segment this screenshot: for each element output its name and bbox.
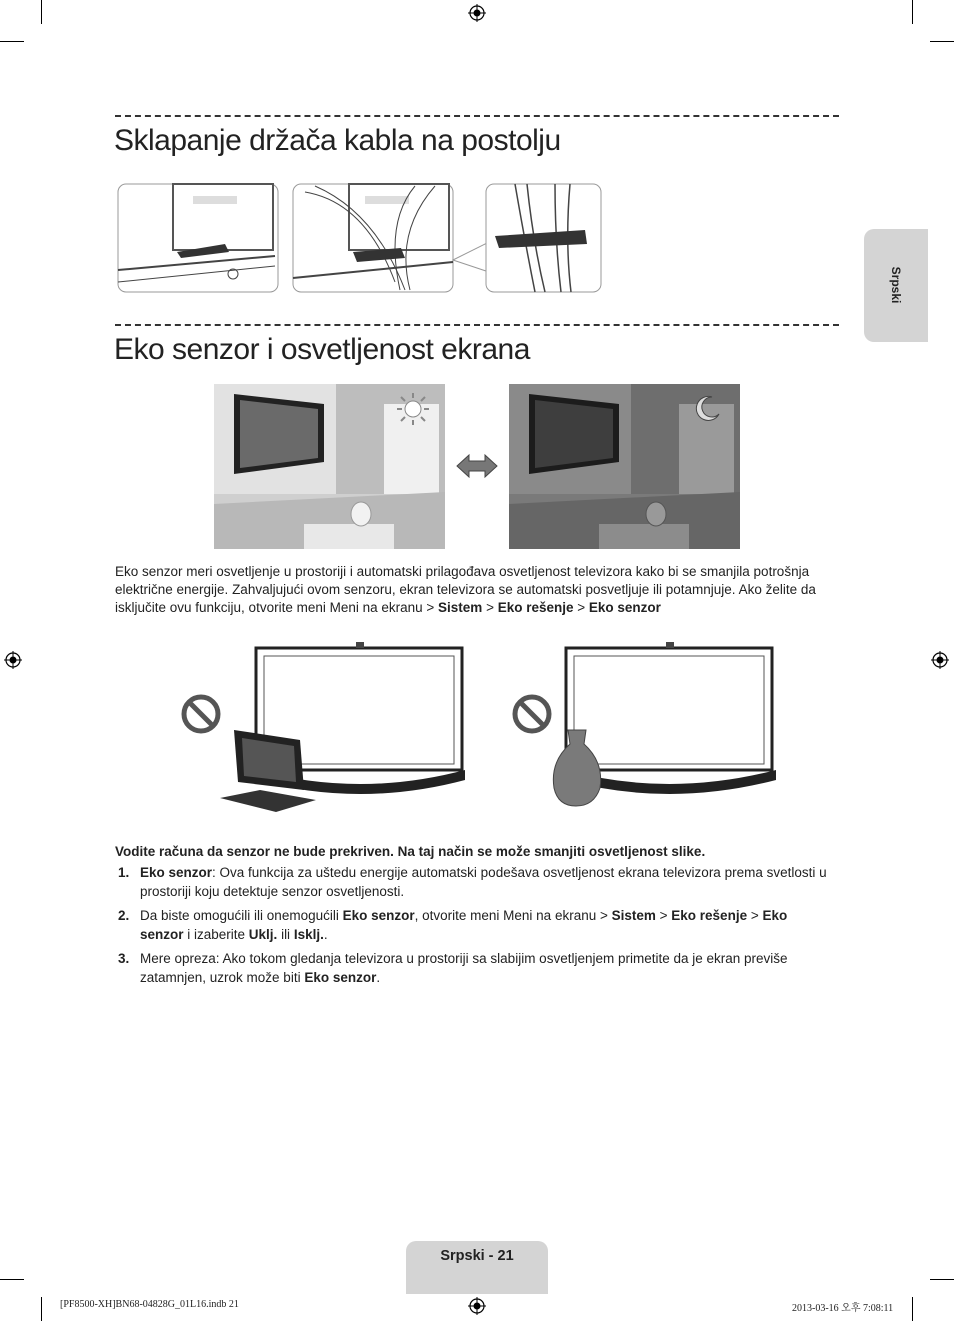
prohibited-icon	[180, 693, 222, 735]
footer-timestamp: 2013-03-16 오후 7:08:11	[792, 1303, 894, 1314]
footer-file-info: [PF8500-XH]BN68-04828G_01L16.indb 21	[60, 1299, 239, 1310]
step-number: 2.	[118, 908, 130, 923]
step-text: .	[323, 927, 328, 942]
step-number: 1.	[118, 865, 130, 880]
crop-mark	[41, 0, 42, 24]
crop-mark	[912, 1297, 913, 1321]
crop-mark	[930, 41, 954, 42]
intro-paragraph	[115, 563, 839, 617]
page-number: Srpski - 21	[440, 1248, 514, 1264]
registration-mark-icon	[4, 651, 22, 669]
menu-path-item: Eko rešenje	[671, 908, 748, 923]
crop-mark	[930, 1279, 954, 1280]
menu-path-separator: >	[655, 908, 672, 923]
sun-icon	[396, 392, 430, 426]
menu-path-item: Eko senzor	[588, 600, 661, 615]
step-text: Da biste omogućili ili onemogućili	[140, 908, 343, 923]
warning-text: Vodite računa da senzor ne bude prekriven. Na taj način se može smanjiti osvetljenost slike.	[115, 844, 706, 859]
section-title: Eko senzor i osvetljenost ekrana	[114, 333, 530, 366]
registration-mark-icon	[931, 651, 949, 669]
menu-path-item: Sistem	[438, 600, 483, 615]
crop-mark	[41, 1297, 42, 1321]
step-term: Eko senzor	[304, 970, 377, 985]
step-text: , otvorite meni Meni na ekranu >	[414, 908, 612, 923]
step-term: Eko senzor	[140, 865, 213, 880]
menu-path-item: Eko rešenje	[497, 600, 574, 615]
registration-mark-icon	[468, 1297, 486, 1315]
registration-mark-icon	[468, 4, 486, 22]
list-item	[115, 949, 839, 989]
menu-path-separator: >	[573, 600, 589, 615]
menu-path-separator: >	[747, 908, 763, 923]
list-item	[115, 906, 839, 946]
tv-with-photo-frame	[220, 640, 470, 818]
menu-path-item: Eko senzor	[140, 908, 788, 942]
step-number: 3.	[118, 951, 130, 966]
crop-mark	[0, 41, 24, 42]
step-text: Mere opreza: Ako tokom gledanja televizora u prostoriji sa slabijim osvetljenjem primetite da je ekran previše zatamnjen, uzrok može biti	[140, 951, 788, 985]
moon-icon	[692, 394, 722, 424]
step-text: .	[376, 970, 381, 985]
crop-mark	[0, 1279, 24, 1280]
step-text: : Ova funkcija za uštedu energije automatski podešava osvetljenost ekrana televizora prema svetlosti u prostoriji koju detektuje senzor osvetljenosti.	[140, 865, 827, 899]
section-divider	[115, 115, 839, 117]
double-arrow-icon	[455, 452, 499, 480]
crop-mark	[912, 0, 913, 24]
menu-path-item: Sistem	[611, 908, 656, 923]
menu-path-separator: >	[482, 600, 498, 615]
tv-with-vase	[548, 640, 778, 810]
side-tab-label: Srpski	[889, 266, 903, 304]
language-side-tab	[864, 229, 928, 342]
list-item	[115, 863, 839, 903]
intro-text: Eko senzor meri osvetljenje u prostoriji i automatski prilagođava osvetljenost televizora kako bi se smanjila potrošnja električne energije. Zahvaljujući ovom senzoru, ekran televizora se automatski posvetljuje ili potamnjuje. Ako želite da isključite ovu funkciju, otvorite meni Meni na ekranu >	[115, 564, 816, 615]
step-term: Eko senzor	[342, 908, 415, 923]
option-label: Isklj.	[293, 927, 324, 942]
option-label: Uklj.	[248, 927, 278, 942]
page-number-tab	[406, 1241, 548, 1294]
prohibited-icon	[511, 693, 553, 735]
step-text: i izaberite	[183, 927, 249, 942]
cable-holder-illustrations	[115, 182, 605, 295]
section-divider	[115, 324, 839, 326]
section-title: Sklapanje držača kabla na postolju	[114, 124, 561, 157]
step-text: ili	[277, 927, 294, 942]
